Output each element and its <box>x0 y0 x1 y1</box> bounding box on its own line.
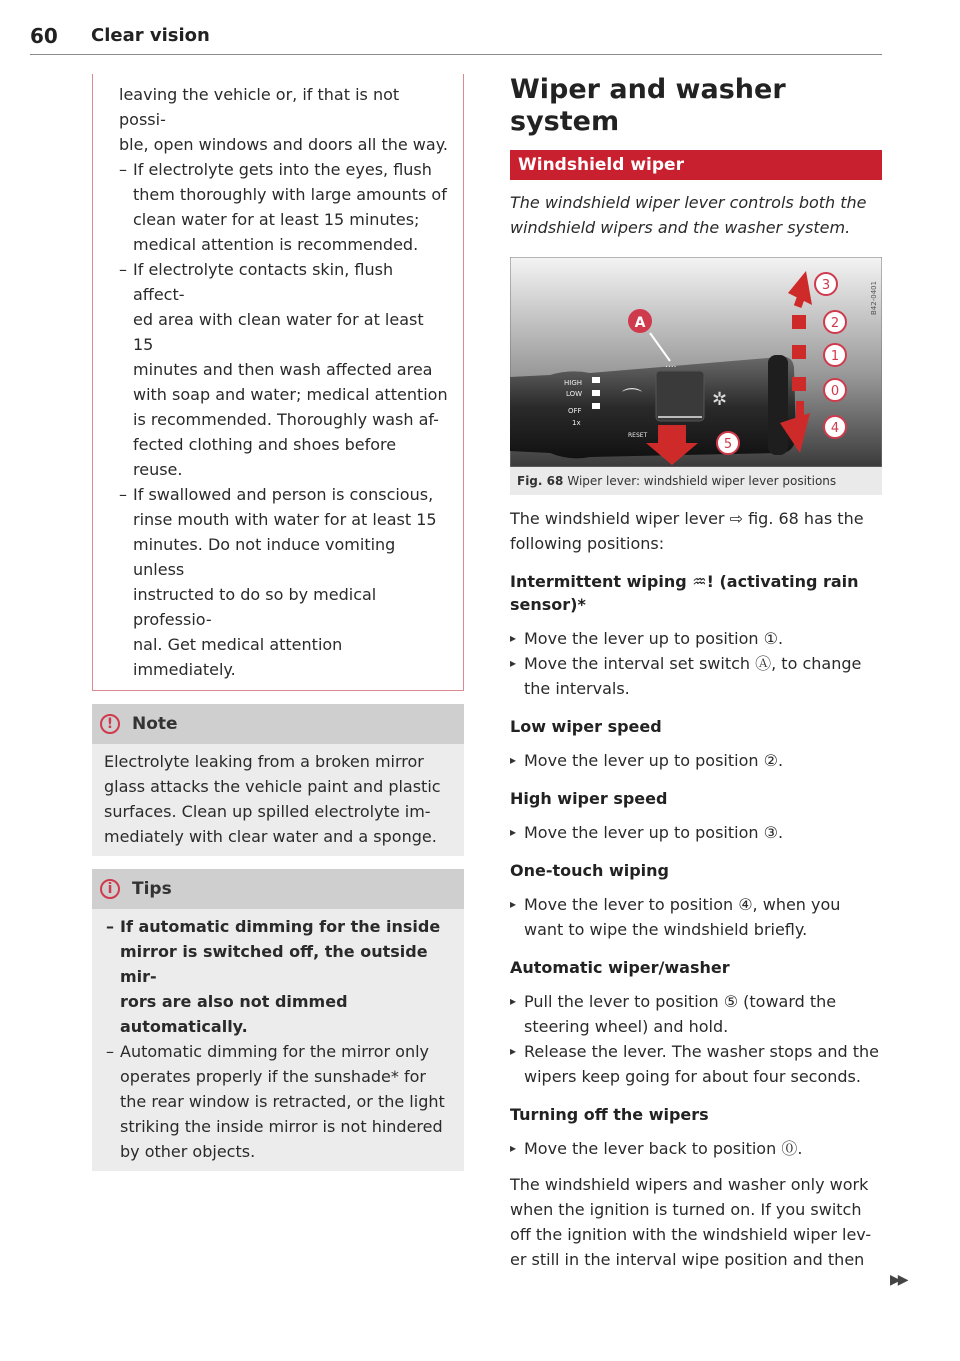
position-2-label <box>824 311 846 333</box>
svg-text:0: 0 <box>830 384 840 399</box>
high-speed-step: ▸ Move the lever up to position ③. <box>510 820 882 845</box>
closing-paragraph: The windshield wipers and washer only work when the ignition is turned on. If you switch off the ignition with the windshield wiper lev- er still in the interval wipe position and then <box>510 1175 872 1269</box>
figure-caption: Fig. 68 Wiper lever: windshield wiper lever positions <box>510 467 882 495</box>
position-1-marker <box>792 345 806 359</box>
subsection-bar: Windshield wiper <box>510 150 882 180</box>
low-speed-step: ▸ Move the lever up to position ②. <box>510 748 882 773</box>
intermittent-step-2: ▸ Move the interval set switch Ⓐ, to change the intervals. <box>510 651 882 701</box>
tips-header <box>92 869 464 909</box>
position-0-marker <box>792 377 806 391</box>
one-touch-heading: One-touch wiping <box>510 861 670 880</box>
page-header <box>30 24 882 55</box>
auto-washer-step-2: ▸ Release the lever. The washer stops and the wipers keep going for about four seconds. <box>510 1039 882 1089</box>
svg-text:A: A <box>634 315 646 331</box>
svg-text:1x: 1x <box>572 419 581 427</box>
positions-intro: The windshield wiper lever ⇨ fig. 68 has the following positions: <box>510 509 864 553</box>
lever-end-cap <box>768 355 788 455</box>
svg-text:....: .... <box>665 360 677 370</box>
page-number: 60 <box>30 24 58 48</box>
right-column <box>510 74 882 1272</box>
wiper-symbol-icon: ⌒ <box>622 386 642 410</box>
wipers-off-step: ▸ Move the lever back to position ⓪. <box>510 1136 882 1161</box>
section-title: Wiper and washer system <box>510 74 786 137</box>
position-5-label <box>717 432 739 454</box>
svg-text:1: 1 <box>830 349 840 364</box>
intermittent-step-1: ▸ Move the lever up to position ①. <box>510 626 882 651</box>
continue-arrow-icon: ▶▶ <box>890 1272 906 1288</box>
position-0-label <box>824 379 846 401</box>
warning-item-skin: – If electrolyte contacts skin, flush affect- ed area with clean water for at least 15 minutes and then wash affected area with soap and water; medical attention is recommended. Thoroughly wash af- fected clothing and shoes before reuse. <box>107 257 449 482</box>
note-header <box>92 704 464 744</box>
svg-text:3: 3 <box>821 278 831 293</box>
one-touch-step: ▸ Move the lever to position ④, when you want to wipe the windshield briefly. <box>510 892 882 942</box>
svg-text:HIGH: HIGH <box>564 379 583 387</box>
exclamation-icon: ! <box>100 714 120 734</box>
tip-item-bold: – If automatic dimming for the inside mirror is switched off, the outside mir- rors are also not dimmed automatically. <box>94 914 452 1039</box>
rain-sensor-icon: ✲ <box>712 389 728 410</box>
warning-box <box>92 74 464 691</box>
note-title: Note <box>132 714 178 734</box>
info-icon: i <box>100 879 120 899</box>
wipers-off-heading: Turning off the wipers <box>510 1105 709 1124</box>
high-speed-heading: High wiper speed <box>510 789 668 808</box>
intermittent-heading: Intermittent wiping ♒! (activating rain sensor)* <box>510 572 859 614</box>
position-4-label <box>824 416 846 438</box>
svg-text:4: 4 <box>830 421 840 436</box>
tips-body <box>92 909 464 1171</box>
tip-item: – Automatic dimming for the mirror only operates properly if the sunshade* for the rear window is retracted, or the light striking the inside mirror is not hindered by other objects. <box>94 1039 452 1164</box>
figure-code: B42-0401 <box>870 280 878 315</box>
position-1-label <box>824 344 846 366</box>
left-column <box>92 74 464 1171</box>
interval-switch <box>656 371 704 421</box>
svg-text:2: 2 <box>830 316 840 331</box>
svg-text:OFF: OFF <box>568 407 582 415</box>
auto-washer-heading: Automatic wiper/washer <box>510 958 730 977</box>
position-3-label <box>815 273 837 295</box>
position-2-marker <box>792 315 806 329</box>
low-speed-heading: Low wiper speed <box>510 717 662 736</box>
intro-text: The windshield wiper lever controls both the windshield wipers and the washer system. <box>510 193 867 237</box>
svg-text:RESET: RESET <box>628 432 648 439</box>
svg-text:LOW: LOW <box>566 390 583 398</box>
wiper-lever-illustration <box>510 257 882 467</box>
svg-text:5: 5 <box>723 437 733 452</box>
note-body: Electrolyte leaking from a broken mirror glass attacks the vehicle paint and plastic surfaces. Clean up spilled electrolyte im- mediately with clear water and a sponge. <box>92 744 464 856</box>
warning-item-swallowed: – If swallowed and person is conscious, rinse mouth with water for at least 15 minutes. Do not induce vomiting unless instructed to do so by medical professio- nal. Get medical attention immediately. <box>107 482 449 682</box>
warning-item-eyes: – If electrolyte gets into the eyes, flush them thoroughly with large amounts of clean water for at least 15 minutes; medical attention is recommended. <box>107 157 449 257</box>
figure-68 <box>510 257 882 495</box>
warning-continuation: leaving the vehicle or, if that is not possi- ble, open windows and doors all the way. <box>119 85 448 154</box>
tips-title: Tips <box>132 879 172 899</box>
chapter-title: Clear vision <box>91 25 210 46</box>
auto-washer-step-1: ▸ Pull the lever to position ⑤ (toward the steering wheel) and hold. <box>510 989 882 1039</box>
